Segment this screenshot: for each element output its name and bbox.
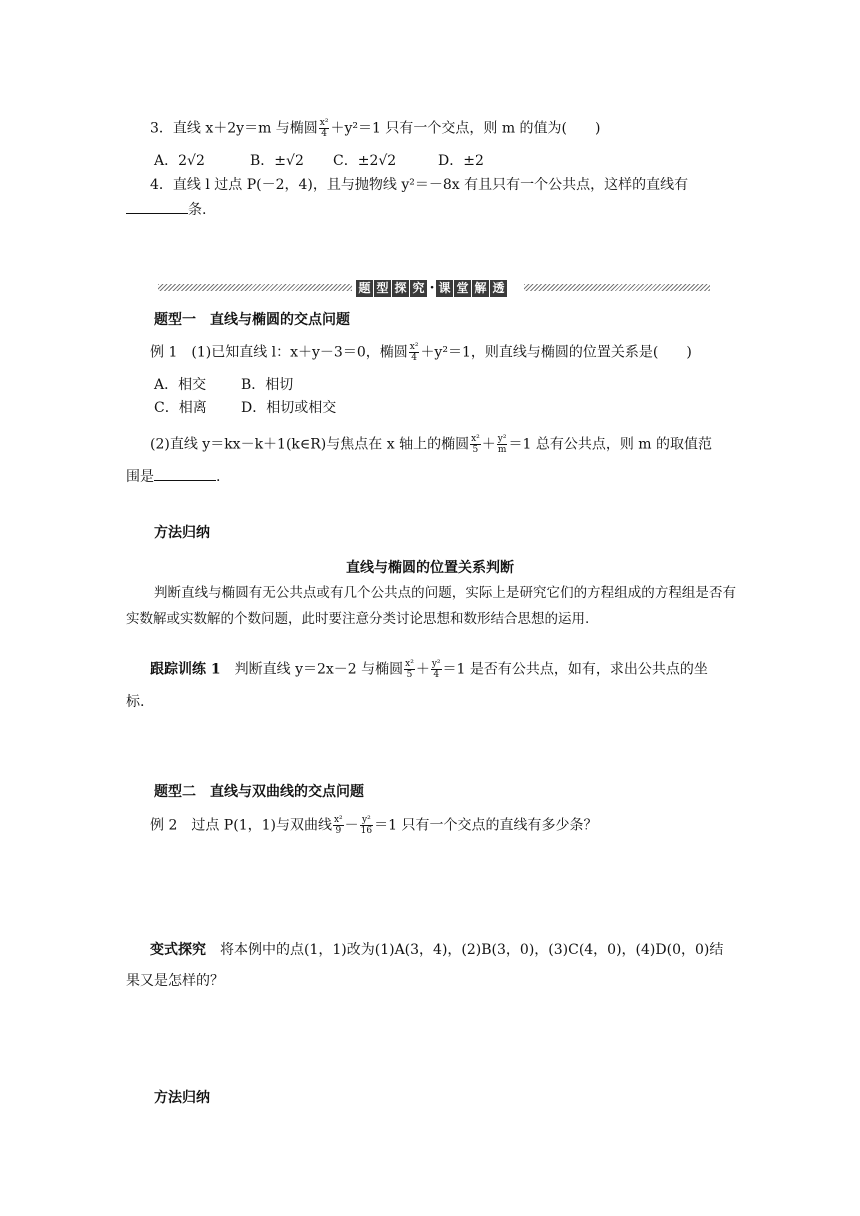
answer-blank: [126, 199, 188, 214]
q3-option-b: B．±√2: [250, 153, 304, 169]
q3-lead: 3．直线 x＋2y＝m 与椭圆: [150, 120, 318, 137]
example-1-part2-line2: 围是 .: [126, 466, 220, 487]
tracking-exercise-1: 跟踪训练 1 判断直线 y＝2x－2 与椭圆 $\frac{\text{x²}}{5}$ ＋ $\frac{\text{y²}}{4}$ ＝1 是否有公共点，如有，求出公共点的坐: [150, 659, 708, 680]
section-banner: [158, 278, 710, 298]
example-1-part2: (2)直线 y＝kx－k＋1(k∈R)与焦点在 x 轴上的椭圆 $\frac{\text{x²}}{5}$ ＋ $\frac{\text{y²}}{m}$ ＝1 总有公共点，则 m 的取值范: [150, 434, 713, 455]
example-1-label: 例 1: [150, 344, 178, 361]
example-1-part1: 例 1 (1)已知直线 l：x＋y－3＝0，椭圆 $\frac{\text{x²}}{4}$ ＋y²＝1，则直线与椭圆的位置关系是( ): [150, 342, 692, 363]
example-2: 例 2 过点 P(1，1)与双曲线 $\frac{\text{x²}}{9}$ － $\frac{\text{y²}}{16}$ ＝1 只有一个交点的直线有多少条？: [150, 815, 598, 836]
method-summary-heading: 方法归纳: [154, 525, 210, 541]
ex1-option-b: B．相切: [241, 377, 294, 393]
question-3: [150, 118, 600, 139]
q3-option-c: C．±2√2: [333, 153, 397, 169]
banner-label: 题 型 探 究 · 课 堂 解 透: [356, 278, 508, 298]
banner-hatch-right: [524, 284, 710, 291]
question-4-line2: 条.: [126, 199, 206, 220]
method-summary-title: 直线与椭圆的位置关系判断: [346, 560, 514, 576]
question-4-line1: 4．直线 l 过点 P(－2，4)，且与抛物线 y²＝－8x 有且只有一个公共点，这样的直线有: [150, 177, 689, 193]
q3-fraction: $\frac{\text{x²}}{4}$: [319, 118, 329, 139]
ex1-option-a: A．相交: [154, 377, 207, 393]
ex1-option-c: C．相离: [154, 400, 207, 416]
type1-heading: 题型一 直线与椭圆的交点问题: [154, 312, 350, 328]
banner-hatch-left: [158, 284, 352, 291]
answer-blank: [154, 466, 216, 481]
tracking-label: 跟踪训练 1: [150, 661, 221, 678]
ex1-fraction: $\frac{\text{x²}}{4}$: [409, 342, 419, 363]
example-2-label: 例 2: [150, 817, 178, 834]
q3-option-a: A．2√2: [154, 153, 205, 169]
tracking-exercise-1-line2: 标.: [126, 694, 145, 710]
variant-exploration-line2: 果又是怎样的？: [126, 973, 224, 989]
ex1-option-d: D．相切或相交: [241, 400, 337, 416]
method-summary-2-heading: 方法归纳: [154, 1090, 210, 1106]
variant-label: 变式探究: [150, 942, 206, 958]
q3-option-d: D．±2: [438, 153, 484, 169]
variant-exploration: 变式探究 将本例中的点(1，1)改为(1)A(3，4)，(2)B(3，0)，(3)C(4，0)，(4)D(0，0)结: [150, 942, 724, 958]
q3-tail: ＋y²＝1 只有一个交点，则 m 的值为( ): [330, 120, 601, 137]
type2-heading: 题型二 直线与双曲线的交点问题: [154, 784, 364, 800]
method-summary-body: 判断直线与椭圆有无公共点或有几个公共点的问题，实际上是研究它们的方程组成的方程组是否有实数解或实数解的个数问题，此时要注意分类讨论思想和数形结合思想的运用.: [126, 585, 736, 627]
